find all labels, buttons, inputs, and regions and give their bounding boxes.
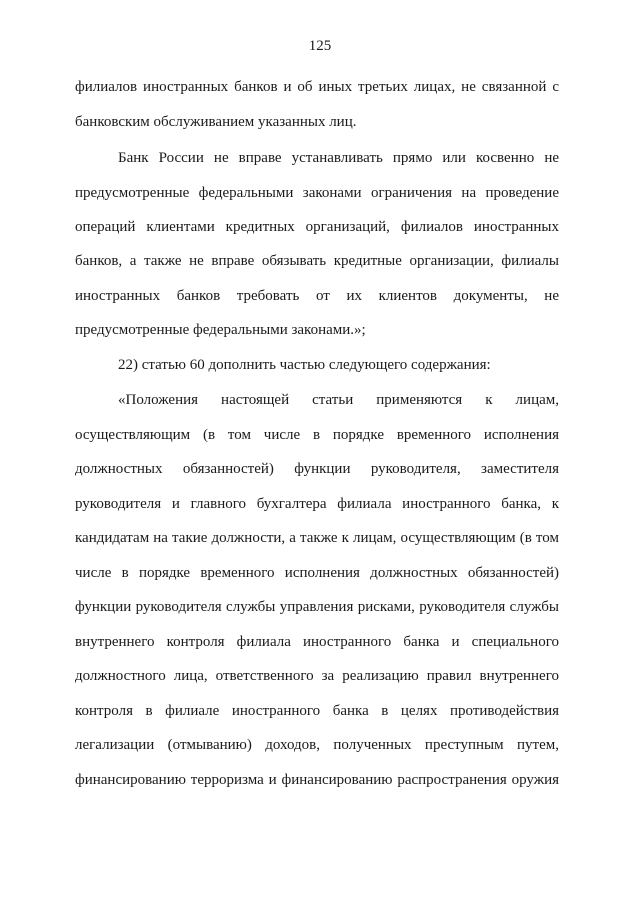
text-line: легализации (отмыванию) доходов, полученных преступным путем, bbox=[75, 737, 559, 753]
text-line: финансированию терроризма и финансированию распространения оружия bbox=[75, 772, 559, 788]
page-number: 125 bbox=[308, 38, 332, 54]
text-line: Банк России не вправе устанавливать прямо или косвенно не bbox=[118, 150, 559, 166]
text-line: должностных обязанностей) функции руководителя, заместителя bbox=[75, 461, 559, 477]
text-line: банков, а также не вправе обязывать кредитные организации, филиалы bbox=[75, 253, 559, 269]
text-line: «Положения настоящей статьи применяются к лицам, bbox=[118, 392, 559, 408]
text-line: внутреннего контроля филиала иностранного банка и специального bbox=[75, 634, 559, 650]
text-line: должностного лица, ответственного за реализацию правил внутреннего bbox=[75, 668, 559, 684]
text-line: контроля в филиале иностранного банка в целях противодействия bbox=[75, 703, 559, 719]
text-line: функции руководителя службы управления рисками, руководителя службы bbox=[75, 599, 559, 615]
text-line: предусмотренные федеральными законами.»; bbox=[75, 322, 366, 338]
text-line: руководителя и главного бухгалтера филиала иностранного банка, к bbox=[75, 496, 559, 512]
text-line: иностранных банков требовать от их клиентов документы, не bbox=[75, 288, 559, 304]
text-line: 22) статью 60 дополнить частью следующего содержания: bbox=[118, 357, 491, 373]
text-line: осуществляющим (в том числе в порядке временного исполнения bbox=[75, 427, 559, 443]
text-line: кандидатам на такие должности, а также к лицам, осуществляющим (в том bbox=[75, 530, 559, 546]
text-line: предусмотренные федеральными законами ограничения на проведение bbox=[75, 185, 559, 201]
text-line: банковским обслуживанием указанных лиц. bbox=[75, 114, 357, 130]
text-line: числе в порядке временного исполнения должностных обязанностей) bbox=[75, 565, 559, 581]
text-line: филиалов иностранных банков и об иных третьих лицах, не связанной с bbox=[75, 79, 559, 95]
text-line: операций клиентами кредитных организаций, филиалов иностранных bbox=[75, 219, 559, 235]
